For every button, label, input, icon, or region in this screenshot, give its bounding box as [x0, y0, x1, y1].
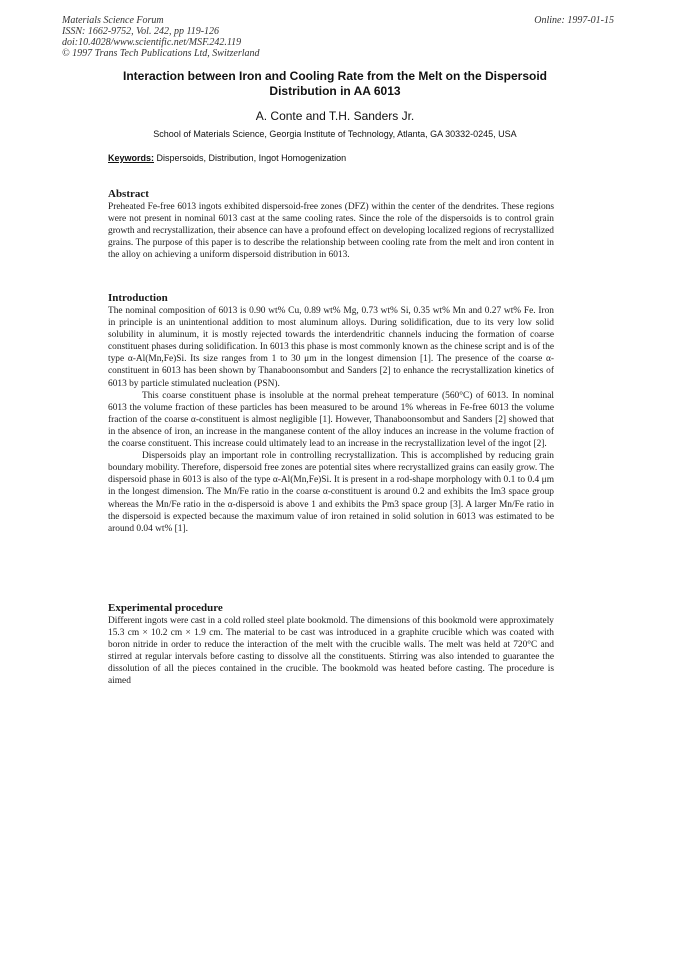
abstract-heading: Abstract [108, 188, 149, 200]
journal-name: Materials Science Forum [62, 15, 164, 26]
paper-authors: A. Conte and T.H. Sanders Jr. [255, 109, 415, 123]
journal-header [62, 15, 260, 59]
keywords-text: Dispersoids, Distribution, Ingot Homogenization [156, 153, 347, 163]
doi-line: doi:10.4028/www.scientific.net/MSF.242.119 [62, 37, 242, 48]
experimental-text: Different ingots were cast in a cold rolled steel plate bookmold. The dimensions of this bookmold were approximately 15.3 cm × 10.2 cm × 1.9 cm. The material to be cast was introduced in a graphite crucible which was coated with boron nitride in order to reduce the interaction of the melt with the crucible walls. The melt was held at 720°C and stirred at regular intervals before casting to dissolve all the constituents. Stirring was also intended to guarantee the dissolution of all the pieces contained in the crucible. The bookmold was heated before casting. The procedure is aimed [108, 616, 554, 687]
abstract-section [108, 188, 554, 261]
online-date: Online: 1997-01-15 [534, 15, 614, 26]
issn-line: ISSN: 1662-9752, Vol. 242, pp 119-126 [62, 26, 220, 37]
paper-title: Interaction between Iron and Cooling Rate from the Melt on the Dispersoid Distribution in AA 6013 [122, 69, 548, 98]
experimental-heading: Experimental procedure [108, 602, 223, 614]
introduction-section [108, 292, 554, 535]
author-affiliation: School of Materials Science, Georgia Institute of Technology, Atlanta, GA 30332-0245, USA [153, 129, 517, 139]
introduction-paragraph-2: This coarse constituent phase is insoluble at the normal preheat temperature (560°C) of 6013. In nominal 6013 the volume fraction of these particles has been measured to be around 1% whereas in Fe-free 6013 the volume fraction of the coarse α-constituent is almost negligible [1]. However, Thanaboonsombut and Sanders [2] showed that in the absence of iron, an increase in the manganese content of the alloy induces an increase in the volume fraction of the coarse constituent. This increase could ultimately lead to an increase in the recrystallization level of the ingot [2]. [108, 390, 554, 450]
abstract-text: Preheated Fe-free 6013 ingots exhibited dispersoid-free zones (DFZ) within the center of the dendrites. These regions were not present in nominal 6013 cast at the same cooling rates. Since the role of the dispersoids is to control grain growth and recrystallization, their absence can have a profound effect on developing localized regions of recrystallized grains. The purpose of this paper is to describe the relationship between cooling rate from the melt and iron content in the alloy on achieving a uniform dispersoid distribution in 6013. [108, 202, 554, 261]
keywords-line [108, 153, 346, 163]
copyright-line: © 1997 Trans Tech Publications Ltd, Switzerland [62, 48, 260, 59]
introduction-paragraph-1: The nominal composition of 6013 is 0.90 wt% Cu, 0.89 wt% Mg, 0.73 wt% Si, 0.35 wt% Mn and 0.27 wt% Fe. Iron in principle is an unintentional addition to most aluminum alloys. During solidification, due to its very low solid solubility in aluminum, it is mostly rejected towards the interdendritic channels inducing the formation of coarse constituent phases during solidification. In 6013 this phase is most commonly known as the chinese script and is of the type α-Al(Mn,Fe)Si. Its size ranges from 1 to 30 μm in the longest dimension [1]. The presence of the coarse α-constituent in 6013 has been shown by Thanaboonsombut and Sanders [2] to enhance the recrystallization kinetics of 6013 by particle stimulated nucleation (PSN). [108, 306, 554, 389]
keywords-label: Keywords: [108, 153, 155, 163]
introduction-heading: Introduction [108, 292, 168, 304]
introduction-paragraph-3: Dispersoids play an important role in controlling recrystallization. This is accomplished by reducing grain boundary mobility. Therefore, dispersoid free zones are potential sites where recrystallized grains can easily grow. The dispersoid phase in 6013 is also of the type α-Al(Mn,Fe)Si. It is present in a rod-shape morphology with 0.1 to 0.4 μm in the longest dimension. The Mn/Fe ratio in the coarse α-constituent is around 0.2 and exhibits the Im3 space group whereas the Mn/Fe ratio in the α-dispersoid is above 1 and exhibits the Pm3 space group [3]. A larger Mn/Fe ratio in the dispersoid is expected because the maximum value of iron retained in solid solution in 6013 was estimated to be around 0.04 wt% [1]. [108, 451, 554, 534]
experimental-section [108, 602, 554, 688]
